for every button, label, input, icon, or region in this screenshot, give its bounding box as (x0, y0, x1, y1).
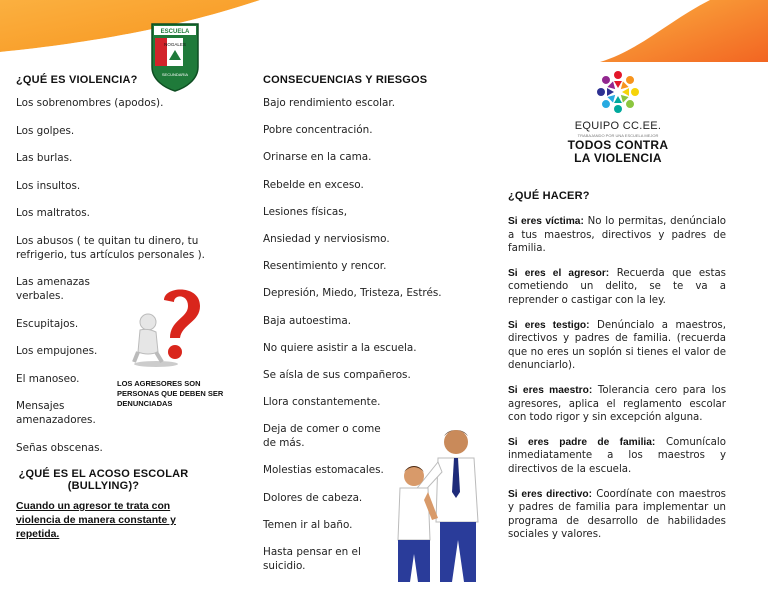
slogan-line-2: LA VIOLENCIA (574, 151, 662, 165)
list-item: Rebelde en exceso. (263, 178, 364, 191)
heading-what-is-bullying: ¿QUÉ ES EL ACOSO ESCOLAR (BULLYING)? (18, 468, 189, 492)
advice-text: Comunícalo inmediatamente a los maestros y directivos de la escuela. (508, 436, 726, 475)
advice-paragraph (508, 384, 726, 425)
advice-paragraph (508, 488, 726, 542)
list-item: Depresión, Miedo, Tristeza, Estrés. (263, 287, 442, 300)
column-what-to-do (508, 190, 726, 553)
list-item: Los empujones. (16, 345, 98, 357)
list-item: Señas obscenas. (16, 441, 103, 454)
question-mark-figure (126, 282, 206, 368)
list-item: Bajo rendimiento escolar. (263, 97, 396, 109)
team-name: EQUIPO CC.EE. (574, 120, 662, 132)
advice-text: Denúncialo a maestros, directivos y padres de familia. (recuerda que no eres un soplón si tienes el valor de denunciarlo). (508, 319, 726, 372)
shield-text-mid: NOGALES (164, 42, 186, 47)
shield-text-top: ESCUELA (160, 29, 190, 35)
people-circle-icon (594, 68, 642, 116)
list-item: Escupitajos. (16, 317, 79, 330)
list-item: Los insultos. (16, 179, 81, 192)
orange-banner-left (0, 0, 260, 55)
advice-lead: Si eres el agresor: (508, 267, 610, 279)
advice-lead: Si eres padre de familia: (508, 436, 656, 448)
list-item: Dolores de cabeza. (263, 491, 363, 504)
list-item: Se aísla de sus compañeros. (263, 368, 411, 381)
list-item: Las burlas. (16, 152, 73, 164)
advice-text: No lo permitas, denúncialo a tus maestros, directivos y padres de familia. (508, 216, 727, 255)
list-item: Lesiones físicas, (263, 205, 347, 218)
list-item: Llora constantemente. (263, 396, 381, 409)
list-item: No quiere asistir a la escuela. (263, 341, 417, 354)
list-item: Los maltratos. (16, 207, 90, 219)
list-item: Mensajes amenazadores. (16, 400, 96, 426)
advice-paragraph (508, 436, 726, 477)
advice-text: Tolerancia cero para los agresores, aplica el reglamento escolar con todo rigor y sin excepción alguna. (508, 384, 726, 424)
list-item: Ansiedad y nerviosismo. (263, 232, 390, 245)
orange-banner-right (600, 0, 768, 62)
list-item: Las amenazas verbales. (16, 276, 90, 302)
advice-paragraph (508, 215, 726, 256)
bullying-kids-illustration (392, 422, 492, 587)
advice-lead: Si eres directivo: (508, 488, 593, 500)
list-item: Temen ir al baño. (263, 518, 353, 531)
list-item: Baja autoestima. (263, 314, 351, 327)
list-item: Hasta pensar en el suicidio. (263, 546, 361, 572)
list-item: Orinarse en la cama. (263, 151, 372, 164)
list-item: Los abusos ( te quitan tu dinero, tu refrigerio, tus artículos personales ). (16, 234, 205, 261)
list-item: Molestias estomacales. (263, 464, 384, 477)
team-tagline: TRABAJANDO POR UNA ESCUELA MEJOR (577, 133, 659, 138)
list-item: Pobre concentración. (263, 124, 373, 137)
advice-text: Recuerda que estas cometiendo un delito, se te va a reprender o castigar con la ley. (508, 267, 726, 306)
shield-text-bottom: SECUNDARIA (161, 72, 189, 77)
list-item: Los golpes. (16, 124, 75, 137)
bullying-definition: Cuando un agresor te trata con violencia de manera constante y repetida. (16, 501, 176, 540)
list-item: Los sobrenombres (apodos). (16, 97, 164, 109)
heading-what-to-do: ¿QUÉ HACER? (508, 190, 590, 202)
advice-paragraph (508, 319, 726, 373)
team-logo-block (558, 68, 678, 164)
advice-lead: Si eres maestro: (508, 384, 593, 396)
advice-lead: Si eres testigo: (508, 319, 590, 331)
advice-lead: Si eres víctima: (508, 216, 584, 227)
heading-what-is-violence: ¿QUÉ ES VIOLENCIA? (16, 74, 138, 86)
advice-paragraph (508, 267, 726, 308)
list-item: El manoseo. (16, 372, 80, 385)
list-item: Deja de comer o come de más. (263, 423, 381, 450)
heading-consequences: CONSECUENCIAS Y RIESGOS (263, 74, 428, 86)
aggressors-callout: LOS AGRESORES SON PERSONAS QUE DEBEN SER DENUNCIADAS (117, 379, 224, 408)
slogan-line-1: TODOS CONTRA (567, 138, 669, 152)
advice-text: Coordínate con maestros y padres de familia para implementar un programa de desarrollo de habilidades sociales y valores. (508, 488, 726, 541)
list-item: Resentimiento y rencor. (263, 260, 387, 273)
